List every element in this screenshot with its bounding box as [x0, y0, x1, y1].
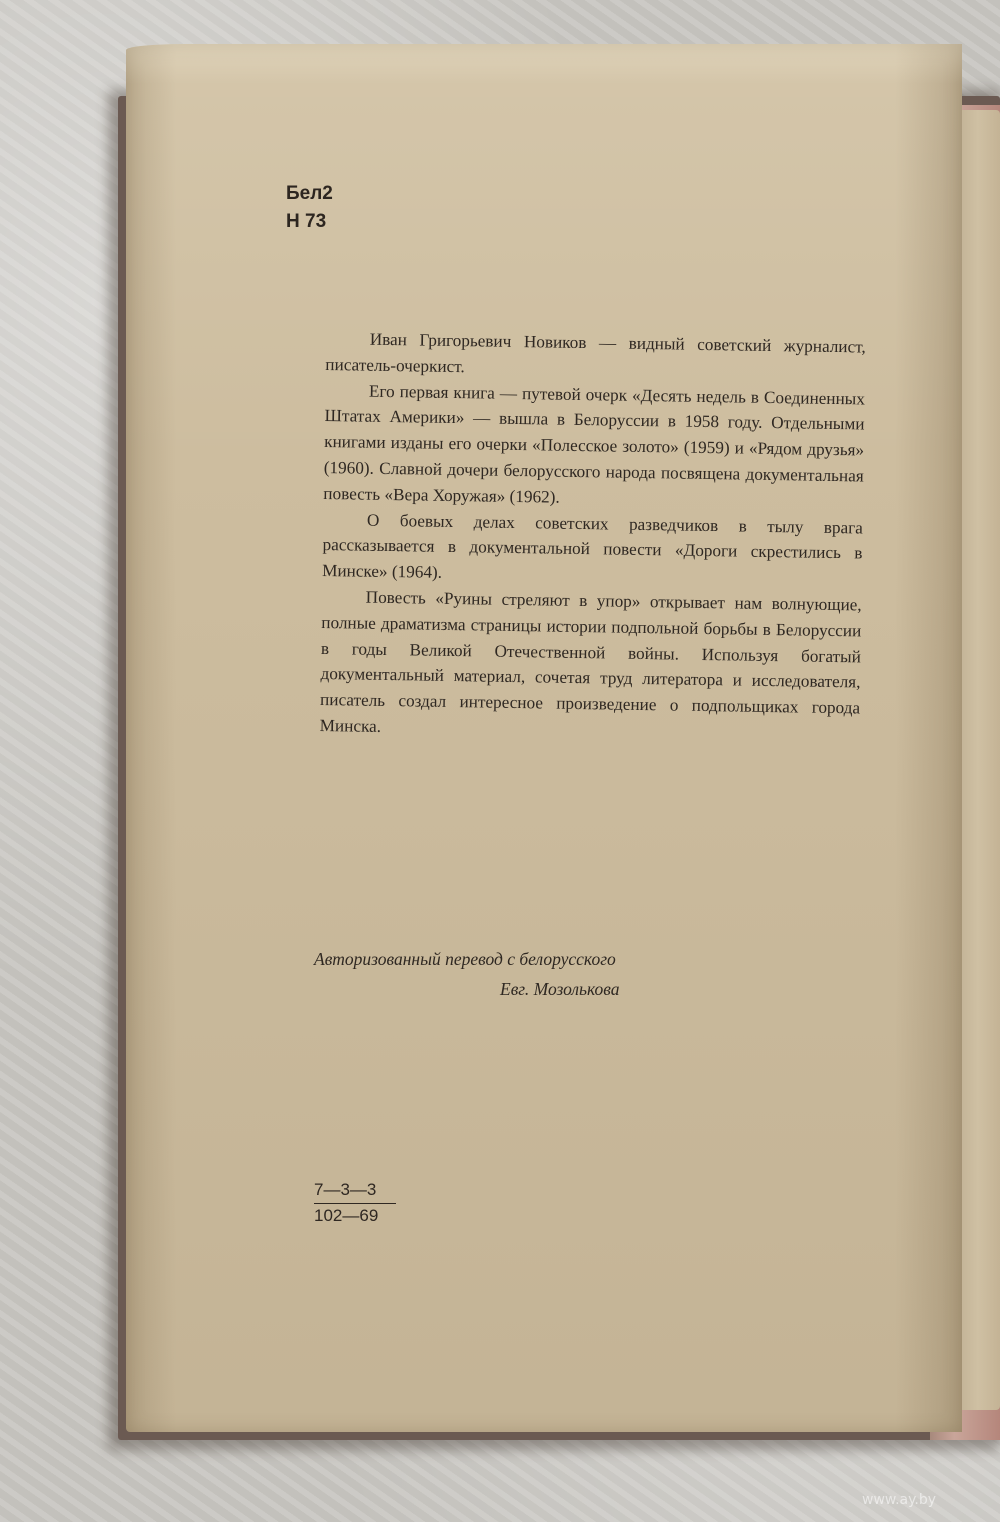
- annotation-paragraph: Повесть «Руины стреляют в упор» открывает нам волнующие, полные драматизма страницы истории подпольной борьбы в Белоруссии в годы Великой Отечественной войны. Используя богатый документальный материал, сочетая труд литератора и исследователя, писатель создал интересное произведение о подпольщиках города Минска.: [319, 587, 862, 736]
- bbk-code: Бел2: [286, 183, 333, 204]
- translation-credit: [314, 944, 619, 1004]
- author-mark: Н 73: [286, 211, 327, 232]
- site-watermark: www.ay.by: [862, 1492, 937, 1508]
- annotation-paragraph: О боевых делах советских разведчиков в тылу врага рассказывается в документальной повести «Дороги скрестились в Минске» (1964).: [322, 510, 864, 583]
- translator-name: Евг. Мозолькова: [500, 979, 620, 999]
- translation-note: Авторизованный перевод с белорусского: [314, 949, 616, 969]
- index-numerator: 7—3—3: [314, 1178, 396, 1204]
- annotation-paragraph: Его первая книга — путевой очерк «Десять недель в Соединенных Штатах Америки» — вышла в Белоруссии в 1958 году. Отдельными книгами изданы его очерки «Полесское золото» (1959) и «Рядом друзья» (1960). Славной дочери белорусского народа посвящена документальная повесть «Вера Хоружая» (1962).: [323, 381, 866, 507]
- index-denominator: 102—69: [314, 1206, 379, 1225]
- book-annotation: [320, 326, 866, 747]
- publication-index: [314, 1178, 396, 1228]
- annotation-paragraph: Иван Григорьевич Новиков — видный советский журналист, писатель-очеркист.: [325, 329, 866, 376]
- page-top-curl: [126, 44, 962, 84]
- bbk-classification: [286, 180, 333, 236]
